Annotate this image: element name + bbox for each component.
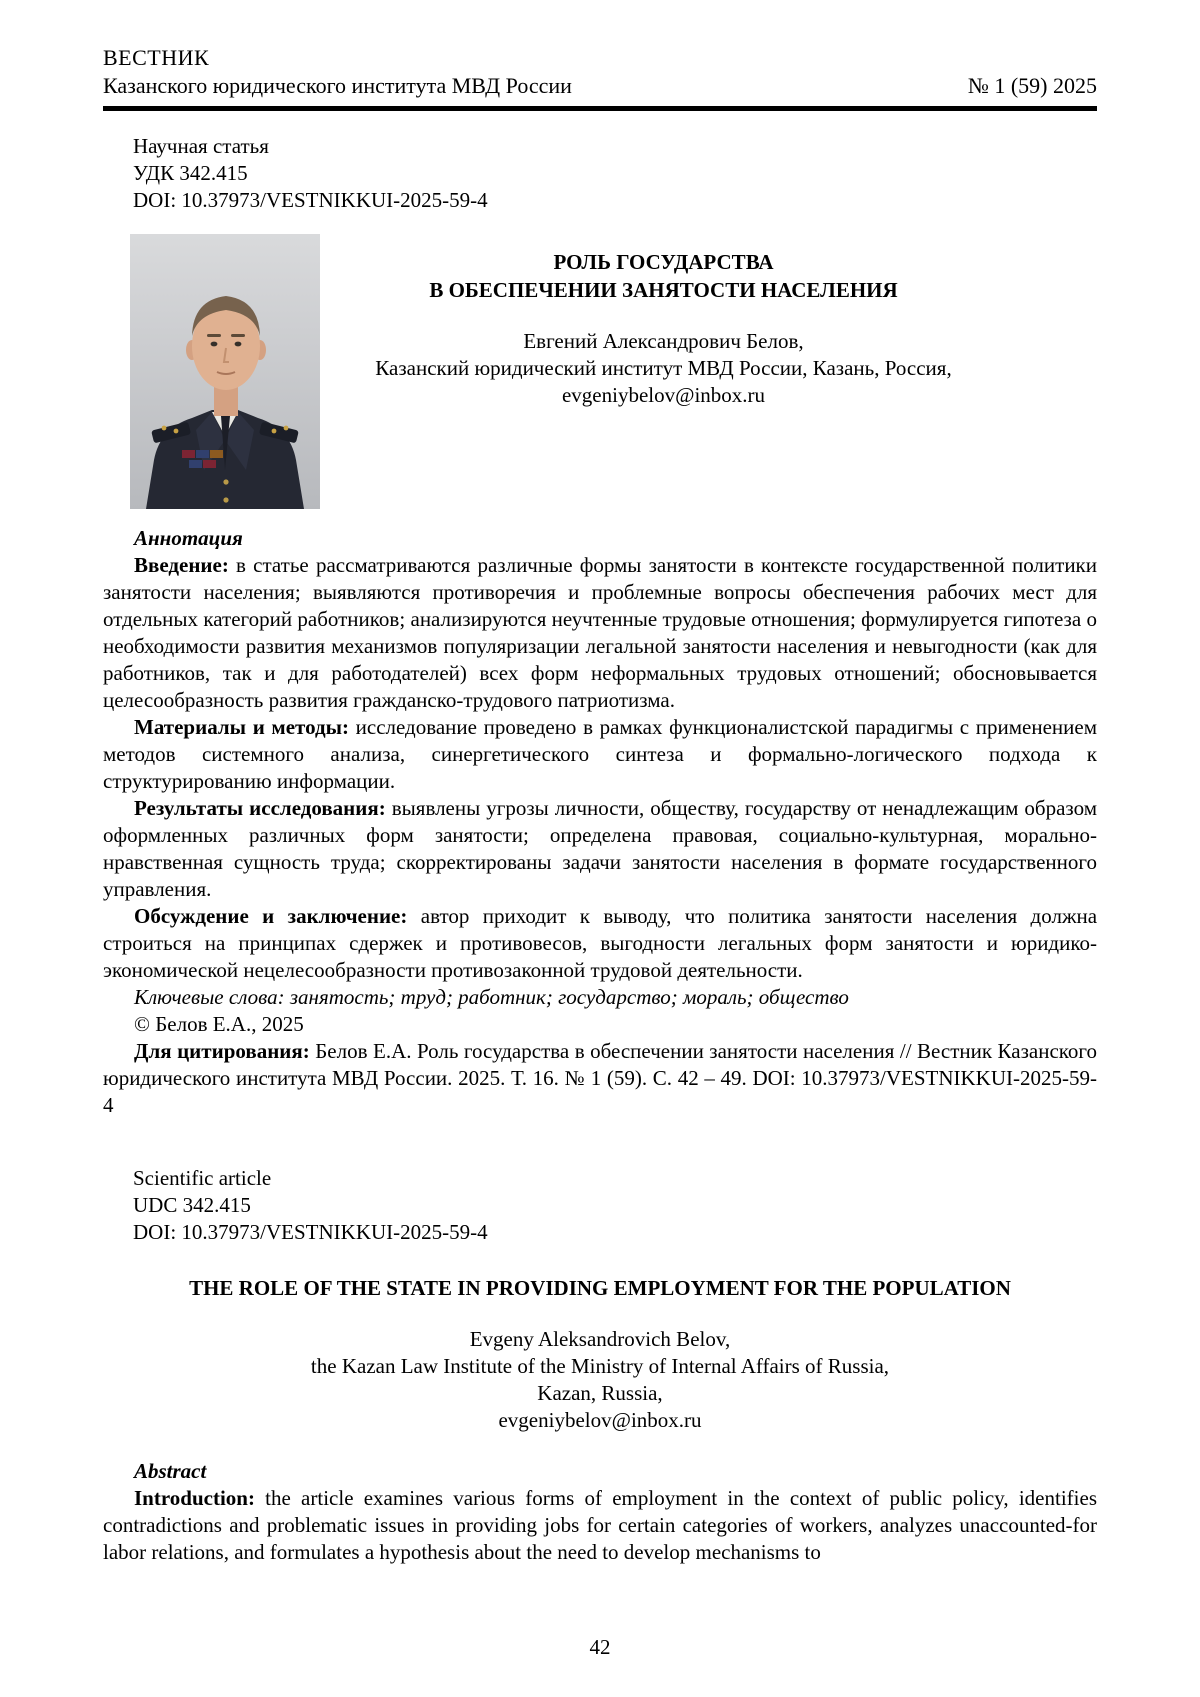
en-article-meta	[133, 1165, 1097, 1246]
page-number: 42	[589, 1635, 611, 1659]
ru-author-block	[320, 328, 1007, 409]
ru-keywords-text: занятость; труд; работник; государство; мораль; общество	[284, 985, 849, 1009]
en-article-type: Scientific article	[133, 1166, 272, 1190]
ru-author-email: evgeniybelov@inbox.ru	[561, 383, 766, 407]
ru-paragraph-discussion-label: Обсуждение и заключение:	[134, 904, 408, 928]
ru-article-meta	[133, 133, 1097, 214]
ru-paragraph-discussion-text: автор приходит к выводу, что политика занятости населения должна строиться на принципах сдержек и противовесов, выгодности легальных форм занятости и юридико-экономической нецелесообразности противозаконной трудовой деятельности.	[103, 904, 1098, 982]
en-abstract-section	[103, 1458, 1097, 1566]
journal-name-block	[103, 44, 572, 100]
en-paragraph-introduction-text: the article examines various forms of employment in the context of public policy, identifies contradictions and problematic issues in providing jobs for certain categories of workers, analyzes unaccounted-for labor relations, and formulates a hypothesis about the need to develop mechanisms to	[103, 1486, 1097, 1564]
ru-author-affiliation: Казанский юридический институт МВД России, Казань, Россия,	[375, 356, 952, 380]
en-author-name: Evgeny Aleksandrovich Belov,	[469, 1327, 731, 1351]
ru-title-line2: В ОБЕСПЕЧЕНИИ ЗАНЯТОСТИ НАСЕЛЕНИЯ	[429, 278, 898, 302]
en-udc: UDC 342.415	[133, 1193, 251, 1217]
ru-title-line1: РОЛЬ ГОСУДАРСТВА	[553, 250, 774, 274]
ru-doi: DOI: 10.37973/VESTNIKKUI-2025-59-4	[133, 188, 488, 212]
ru-citation	[103, 1038, 1097, 1119]
journal-title: ВЕСТНИК	[103, 45, 210, 70]
en-author-email: evgeniybelov@inbox.ru	[498, 1408, 702, 1432]
ru-paragraph-results	[103, 795, 1097, 903]
en-article-title: THE ROLE OF THE STATE IN PROVIDING EMPLOYMENT FOR THE POPULATION	[189, 1276, 1011, 1300]
ru-citation-label: Для цитирования:	[134, 1039, 310, 1063]
ru-paragraph-discussion	[103, 903, 1097, 984]
ru-article-title	[320, 248, 1007, 304]
ru-citation-text: Белов Е.А. Роль государства в обеспечении занятости населения // Вестник Казанского юридического института МВД России. 2025. Т. 16. № 1 (59). С. 42 – 49. DOI: 10.37973/VESTNIKKUI-2025-59-4	[103, 1039, 1097, 1117]
ru-paragraph-introduction-text: в статье рассматриваются различные формы занятости в контексте государственной политики занятости населения; выявляются противоречия и проблемные вопросы обеспечения рабочих мест для отдельных категорий работников; анализируются неучтенные трудовые отношения; формулируется гипотеза о необходимости развития механизмов популяризации легальной занятости населения и невыгодности (как для работников, так и для работодателей) всех форм неформальных трудовых отношений; обосновывается целесообразность развития гражданско-трудового патриотизма.	[103, 553, 1097, 712]
ru-paragraph-introduction-label: Введение:	[134, 553, 229, 577]
ru-article-type: Научная статья	[133, 134, 269, 158]
ru-paragraph-results-label: Результаты исследования:	[134, 796, 386, 820]
ru-udc: УДК 342.415	[133, 161, 248, 185]
ru-title-column	[320, 234, 1097, 509]
en-author-affiliation-line2: Kazan, Russia,	[537, 1381, 663, 1405]
ru-author-name: Евгений Александрович Белов,	[523, 329, 804, 353]
ru-paragraph-results-text: выявлены угрозы личности, обществу, государству от ненадлежащим образом оформленных различных форм занятости; определена правовая, социально-культурная, морально-нравственная сущность труда; скорректированы задачи занятости населения в формате государственного управления.	[103, 796, 1097, 901]
journal-subtitle: Казанского юридического института МВД России	[103, 73, 572, 98]
ru-paragraph-introduction	[103, 552, 1097, 714]
en-author-affiliation-line1: the Kazan Law Institute of the Ministry of Internal Affairs of Russia,	[310, 1354, 890, 1378]
issue-number: № 1 (59) 2025	[967, 73, 1097, 98]
en-abstract-heading: Abstract	[134, 1459, 207, 1483]
author-photo	[130, 234, 320, 509]
journal-header	[103, 44, 1097, 100]
en-paragraph-introduction	[103, 1485, 1097, 1566]
header-divider	[103, 106, 1097, 111]
author-portrait-illustration	[130, 234, 320, 509]
ru-paragraph-materials-text: исследование проведено в рамках функционалистской парадигмы с применением методов системного анализа, синергетического синтеза и формально-логического подхода к структурированию информации.	[103, 715, 1097, 793]
ru-copyright: © Белов Е.А., 2025	[134, 1012, 304, 1036]
en-paragraph-introduction-label: Introduction:	[134, 1486, 255, 1510]
ru-abstract-heading: Аннотация	[134, 526, 243, 550]
ru-abstract-section	[103, 525, 1097, 1119]
en-doi: DOI: 10.37973/VESTNIKKUI-2025-59-4	[133, 1220, 488, 1244]
ru-keywords-label: Ключевые слова:	[134, 985, 285, 1009]
ru-paragraph-materials-label: Материалы и методы:	[134, 715, 349, 739]
ru-keywords	[103, 984, 1097, 1011]
title-block	[103, 234, 1097, 509]
en-author-block	[103, 1326, 1097, 1434]
ru-paragraph-materials	[103, 714, 1097, 795]
